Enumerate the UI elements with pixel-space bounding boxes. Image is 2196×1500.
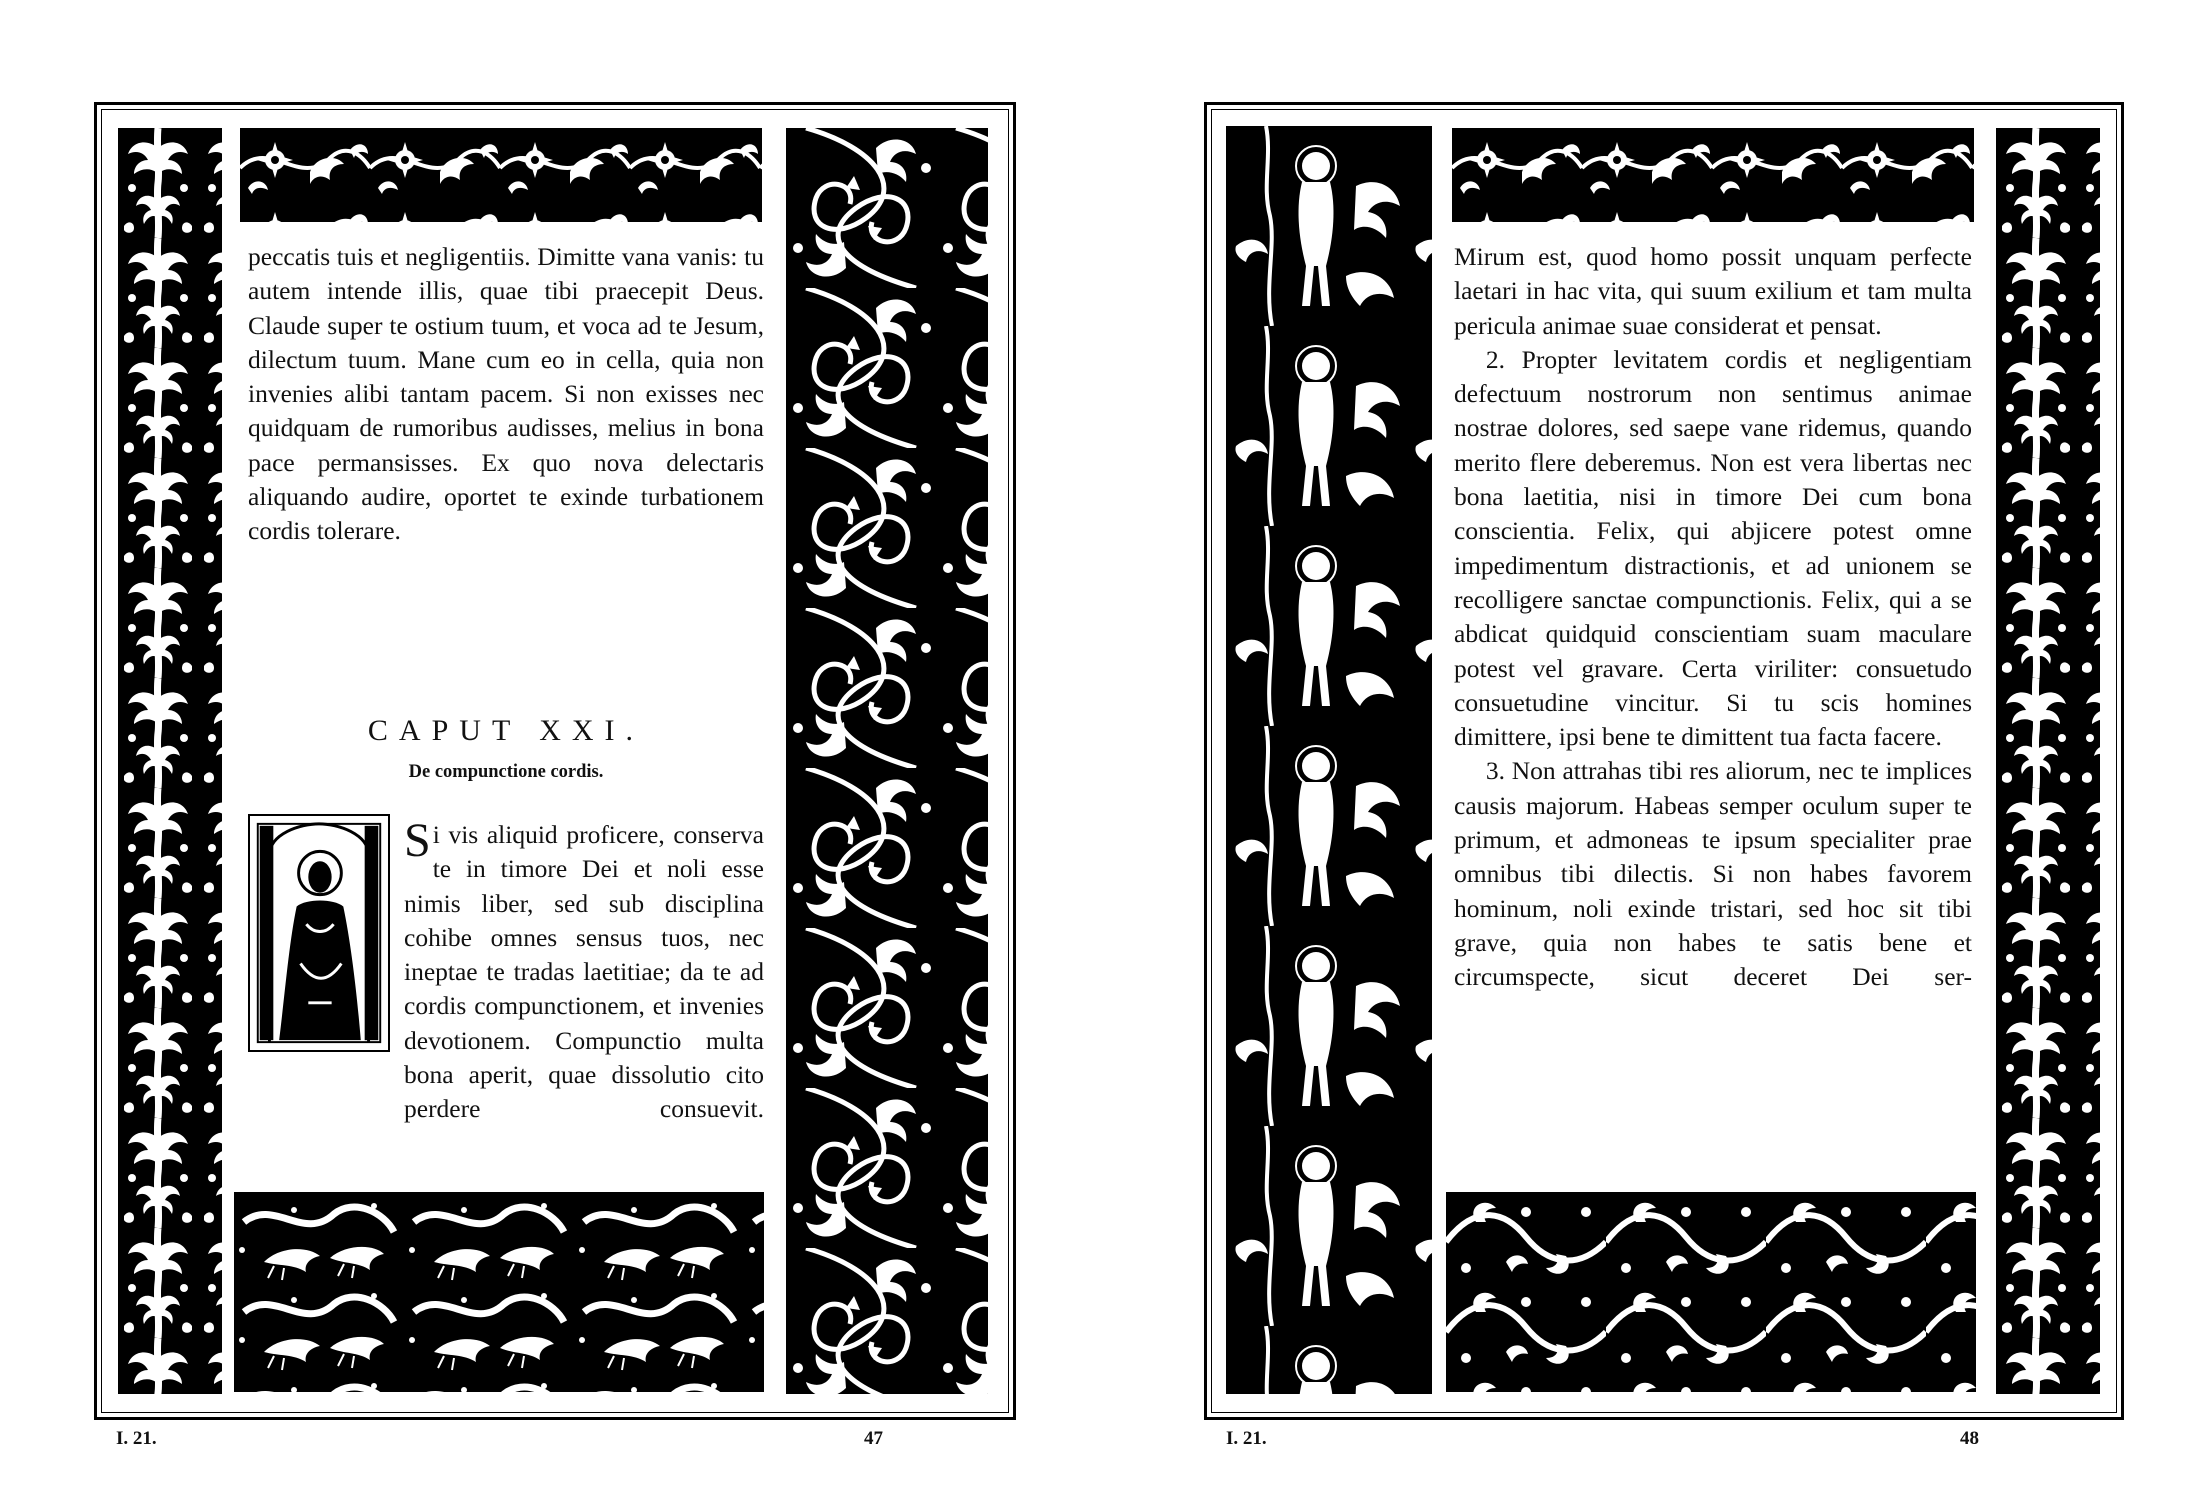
chapter-title: CAPUT XXI. bbox=[367, 714, 645, 747]
left-page bbox=[94, 102, 1016, 1420]
birds-serpent-ornament bbox=[234, 1192, 764, 1392]
chapter-opening bbox=[404, 814, 764, 1127]
acanthus-border-ornament bbox=[118, 128, 222, 1394]
chapter-subtitle: De compunctione cordis. bbox=[408, 762, 604, 782]
flower-vine-ornament bbox=[240, 128, 762, 222]
footer-left: I. 21. bbox=[1226, 1428, 1267, 1449]
right-body-text bbox=[1454, 240, 1972, 995]
madonna-initial-icon bbox=[248, 814, 390, 1052]
chapter-text: i vis aliquid proficere, conserva te in timore Dei et noli esse nimis liber, sed sub disciplina cohibe omnes sensus tuos, nec ineptae te tradas laetitiae; da te ad cordis compunctionem, et invenies devotionem. Compunctio multa bona aperit, quae dissolutio cito perdere consuevit. bbox=[404, 820, 764, 1124]
page-number: 47 bbox=[864, 1428, 883, 1449]
scroll-border-ornament bbox=[786, 128, 988, 1394]
page-number: 48 bbox=[1960, 1428, 1979, 1449]
adam-eve-tree-ornament bbox=[1226, 126, 1432, 1394]
paragraph-2: 2. Propter levitatem cordis et negligentiam defectuum nostrorum non sentimus animae nostrae dolores, sed saepe vane ridemus, quando merito flere deberemus. Non est vera libertas nec bona laetitia, nisi in timore Dei cum bona conscientia. Felix, qui abjicere potest omne impedimentum distractionis, et ad unionem se recolligere sanctae compunctionis. Felix, qui a se abdicat quidquid conscientiam suam maculare potest vel gravare. Certa viriliter: consuetudo consuetudine vincitur. Si tu scis homines dimittere, ipsi bene te dimittent tua facta facere. bbox=[1454, 344, 1972, 752]
right-page bbox=[1204, 102, 2124, 1420]
paragraph-3: 3. Non attrahas tibi res aliorum, nec te implices causis majorum. Habeas semper oculum super te primum, et admoneas te ipsum specialiter prae omnibus tibi dilectis. Si non habes favorem hominum, noli exinde tristari, sed hoc sit tibi grave, quia non habes te satis bene et circumspecte, sicut deceret Dei ser- bbox=[1454, 756, 1972, 992]
body-text: peccatis tuis et negligentiis. Dimitte vana vanis: tu autem intende illis, quae tibi praecepit Deus. Claude super te ostium tuum, et voca ad te Jesum, dilectum tuum. Mane cum eo in cella, quia non invenies alibi tantam pacem. Si non exisses nec quidquam de rumoribus audisses, melius in bona pace permansisses. Ex quo nova delectaris aliquando audire, oportet te exinde turbationem cordis tolerare. bbox=[248, 242, 764, 546]
acanthus-border-ornament bbox=[1996, 128, 2100, 1394]
flourish-ornament bbox=[1446, 1192, 1976, 1392]
drop-cap: S bbox=[404, 814, 431, 867]
paragraph-1: Mirum est, quod homo possit unquam perfecte laetari in hac vita, qui suum exilium et tam multa pericula animae suae considerat et pensat. bbox=[1454, 242, 1972, 340]
footer-left: I. 21. bbox=[116, 1428, 157, 1449]
flower-vine-ornament bbox=[1452, 128, 1974, 222]
